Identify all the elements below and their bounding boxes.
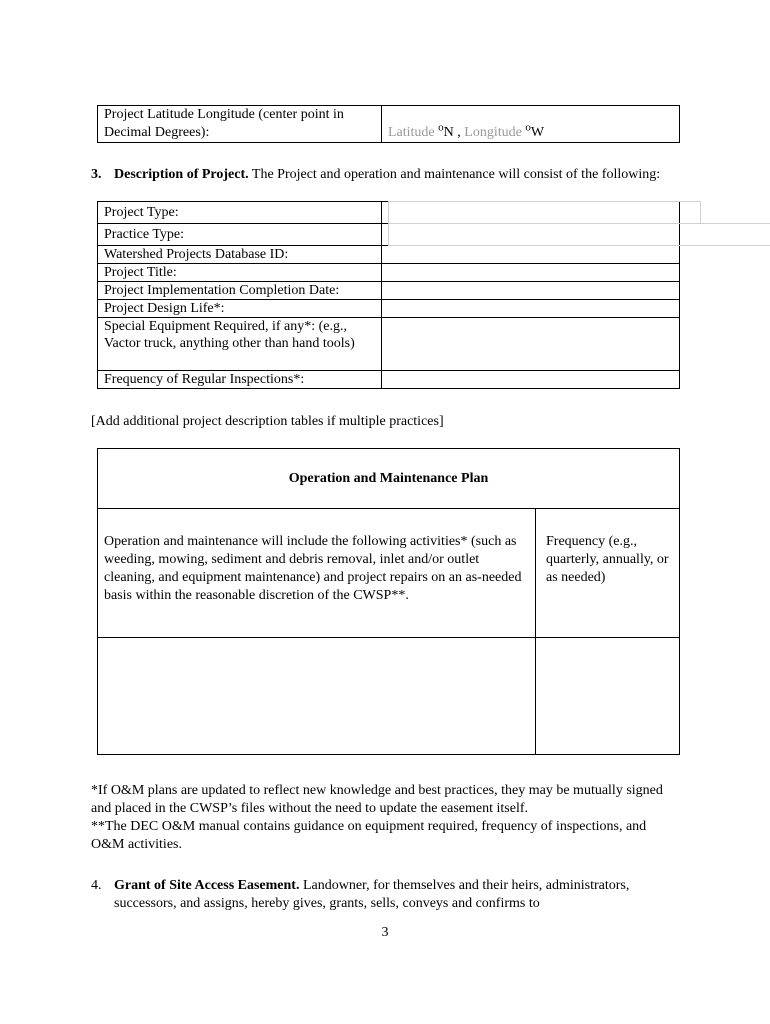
om-activities-cell: Operation and maintenance will include the following activities* (such as weeding, mowing, sediment and debris removal, inlet and/or outlet cleaning, and equipment maintenance) and project repairs on an as-needed basis within the reasonable discretion of the CWSP**.	[98, 509, 536, 638]
section-4-number: 4.	[91, 878, 102, 893]
desc-label: Project Design Life*:	[98, 300, 382, 318]
section-4-text: Landowner, for themselves and their heirs, administrators, successors, and assigns, hereby gives, grants, sells, conveys and confirms to	[114, 878, 630, 911]
om-plan-title: Operation and Maintenance Plan	[98, 449, 680, 509]
desc-label: Project Implementation Completion Date:	[98, 282, 382, 300]
footnote-1: *If O&M plans are updated to reflect new knowledge and best practices, they may be mutually signed and placed in the CWSP’s files without the need to update the easement itself.	[91, 783, 663, 816]
desc-value-field[interactable]	[382, 318, 680, 371]
desc-value-field[interactable]	[382, 282, 680, 300]
desc-label: Frequency of Regular Inspections*:	[98, 371, 382, 389]
desc-value-field[interactable]	[382, 264, 680, 282]
desc-value-field[interactable]	[382, 371, 680, 389]
om-plan-table	[97, 448, 680, 755]
desc-label: Practice Type:	[98, 224, 382, 246]
degree-symbol-n: o	[438, 121, 444, 134]
latlon-label: Project Latitude Longitude (center point in Decimal Degrees):	[98, 106, 382, 143]
longitude-placeholder[interactable]: Longitude	[464, 125, 522, 140]
latlon-value-field[interactable]	[382, 106, 680, 143]
desc-label: Watershed Projects Database ID:	[98, 246, 382, 264]
section-3-number: 3.	[91, 167, 102, 182]
west-suffix: W	[530, 125, 545, 140]
practice-type-dropdown[interactable]	[388, 223, 770, 246]
degree-symbol-w: o	[525, 121, 531, 134]
desc-label: Special Equipment Required, if any*: (e.g., Vactor truck, anything other than hand tools)	[98, 318, 382, 371]
om-frequency-entry[interactable]	[536, 638, 680, 755]
section-4	[91, 877, 691, 913]
section-3	[91, 166, 691, 184]
desc-label: Project Type:	[98, 202, 382, 224]
section-4-heading: Grant of Site Access Easement.	[114, 878, 300, 893]
section-3-heading: Description of Project.	[114, 167, 249, 182]
latitude-placeholder[interactable]: Latitude	[388, 125, 435, 140]
om-frequency-cell: Frequency (e.g., quarterly, annually, or as needed)	[536, 509, 680, 638]
project-type-dropdown[interactable]	[388, 201, 701, 224]
desc-value-field[interactable]	[382, 246, 680, 264]
section-3-text: The Project and operation and maintenance will consist of the following:	[251, 167, 661, 182]
om-activities-entry[interactable]	[98, 638, 536, 755]
footnote-2: **The DEC O&M manual contains guidance on equipment required, frequency of inspections, and O&M activities.	[91, 819, 647, 852]
desc-value-field[interactable]	[382, 300, 680, 318]
desc-label: Project Title:	[98, 264, 382, 282]
north-suffix: N ,	[443, 125, 461, 140]
footnotes	[91, 782, 681, 854]
latlon-table	[97, 105, 680, 143]
additional-tables-note: [Add additional project description tables if multiple practices]	[91, 414, 444, 429]
page-number: 3	[381, 925, 389, 940]
